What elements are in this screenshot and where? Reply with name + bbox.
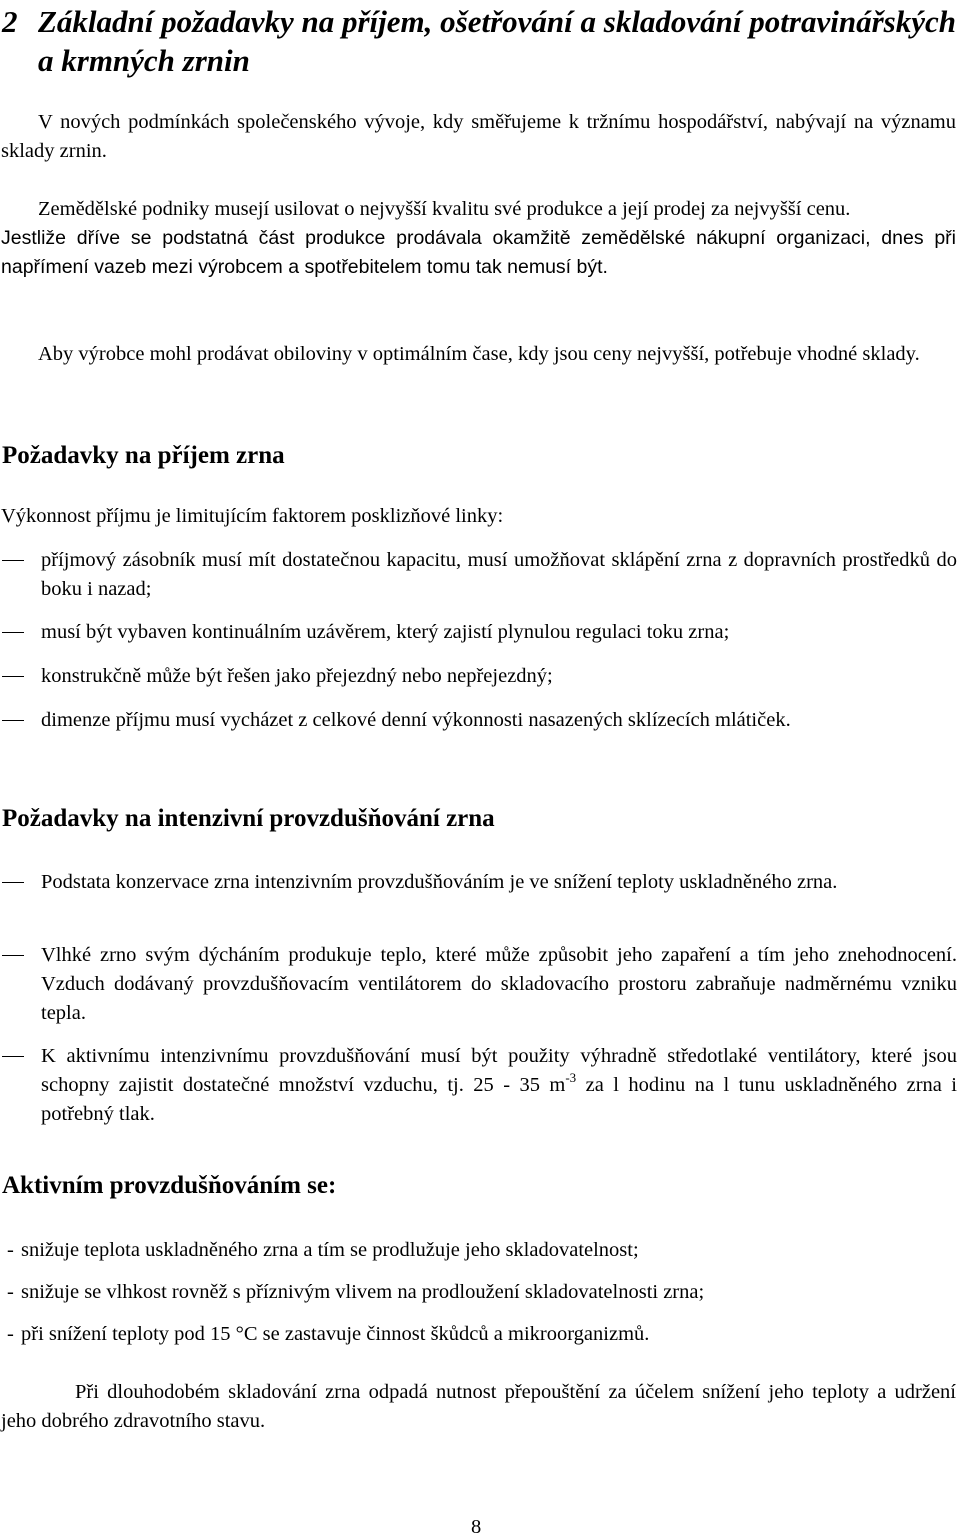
prijem-item-3: konstrukčně může být řešen jako přejezdný nebo nepřejezdný; bbox=[0, 662, 957, 691]
prijem-item-4: dimenze příjmu musí vycházet z celkové denní výkonnosti nasazených sklízecích mlátiček. bbox=[0, 706, 957, 735]
intro-paragraph-1: V nových podmínkách společenského vývoje, kdy směřujeme k tržnímu hospodářství, nabývají na významu sklady zrnin. bbox=[1, 111, 956, 162]
hyphen-bullet: - bbox=[7, 1239, 14, 1261]
dash-bullet bbox=[2, 676, 24, 677]
heading-provzdusnovani: Požadavky na intenzivní provzdušňování zrna bbox=[2, 805, 495, 832]
prijem-intro: Výkonnost příjmu je limitujícím faktorem posklizňové linky: bbox=[1, 505, 504, 527]
provzdusnovani-item-2: Vlhké zrno svým dýcháním produkuje teplo, které může způsobit jeho zapaření a tím jeho znehodnocení. Vzduch dodávaný provzdušňovacím ventilátorem do skladovacího prostoru zabraňuje nadměrnému vzniku tepla. bbox=[0, 941, 957, 1028]
dash-bullet bbox=[2, 632, 24, 633]
aktivni-item-1: - snižuje teplota uskladněného zrna a tím se prodlužuje jeho skladovatelnost; bbox=[7, 1236, 957, 1265]
dash-bullet bbox=[2, 560, 24, 561]
aktivni-item-3: - při snížení teploty pod 15 °C se zastavuje činnost škůdců a mikroorganizmů. bbox=[7, 1320, 957, 1349]
hyphen-bullet: - bbox=[7, 1281, 14, 1303]
page-number: 8 bbox=[471, 1516, 482, 1538]
prijem-item-1: příjmový zásobník musí mít dostatečnou kapacitu, musí umožňovat sklápění zrna z dopravních prostředků do boku i nazad; bbox=[0, 546, 957, 604]
superscript: -3 bbox=[565, 1070, 577, 1085]
chapter-title-text: Základní požadavky na příjem, ošetřování a skladování potravinářských a krmných zrnin bbox=[38, 4, 956, 78]
hyphen-bullet: - bbox=[7, 1323, 14, 1345]
intro-paragraph-4: Aby výrobce mohl prodávat obiloviny v optimálním čase, kdy jsou ceny nejvyšší, potřebuje vhodné sklady. bbox=[38, 343, 920, 365]
closing-paragraph: Při dlouhodobém skladování zrna odpadá nutnost přepouštění za účelem snížení jeho teploty a udržení jeho dobrého zdravotního stavu. bbox=[1, 1381, 956, 1432]
intro-paragraph-2: Zemědělské podniky musejí usilovat o nejvyšší kvalitu své produkce a její prodej za nejvyšší cenu. bbox=[38, 198, 851, 220]
dash-bullet bbox=[2, 882, 24, 883]
dash-bullet bbox=[2, 955, 24, 956]
heading-prijem: Požadavky na příjem zrna bbox=[2, 442, 285, 469]
provzdusnovani-item-1: Podstata konzervace zrna intenzivním provzdušňováním je ve snížení teploty uskladněného zrna. bbox=[0, 868, 957, 897]
dash-bullet bbox=[2, 1056, 24, 1057]
intro-paragraph-3: Jestliže dříve se podstatná část produkce prodávala okamžitě zemědělské nákupní organizaci, dnes při napřímení vazeb mezi výrobcem a spotřebitelem tomu tak nemusí být. bbox=[1, 227, 956, 278]
provzdusnovani-item-3: K aktivnímu intenzivnímu provzdušňování musí být použity výhradně středotlaké ventilátory, které jsou schopny zajistit dostatečné množství vzduchu, tj. 25 - 35 $m^{-3}$ za l hodinu na l tunu uskladněného zrna i potřebný tlak. bbox=[0, 1042, 957, 1129]
heading-aktivni: Aktivním provzdušňováním se: bbox=[2, 1172, 337, 1199]
prijem-item-2: musí být vybaven kontinuálním uzávěrem, který zajistí plynulou regulaci toku zrna; bbox=[0, 618, 957, 647]
dash-bullet bbox=[2, 720, 24, 721]
aktivni-item-2: - snižuje se vlhkost rovněž s příznivým vlivem na prodloužení skladovatelnosti zrna; bbox=[7, 1278, 957, 1307]
chapter-title bbox=[2, 2, 958, 80]
chapter-number: 2 bbox=[2, 4, 18, 39]
